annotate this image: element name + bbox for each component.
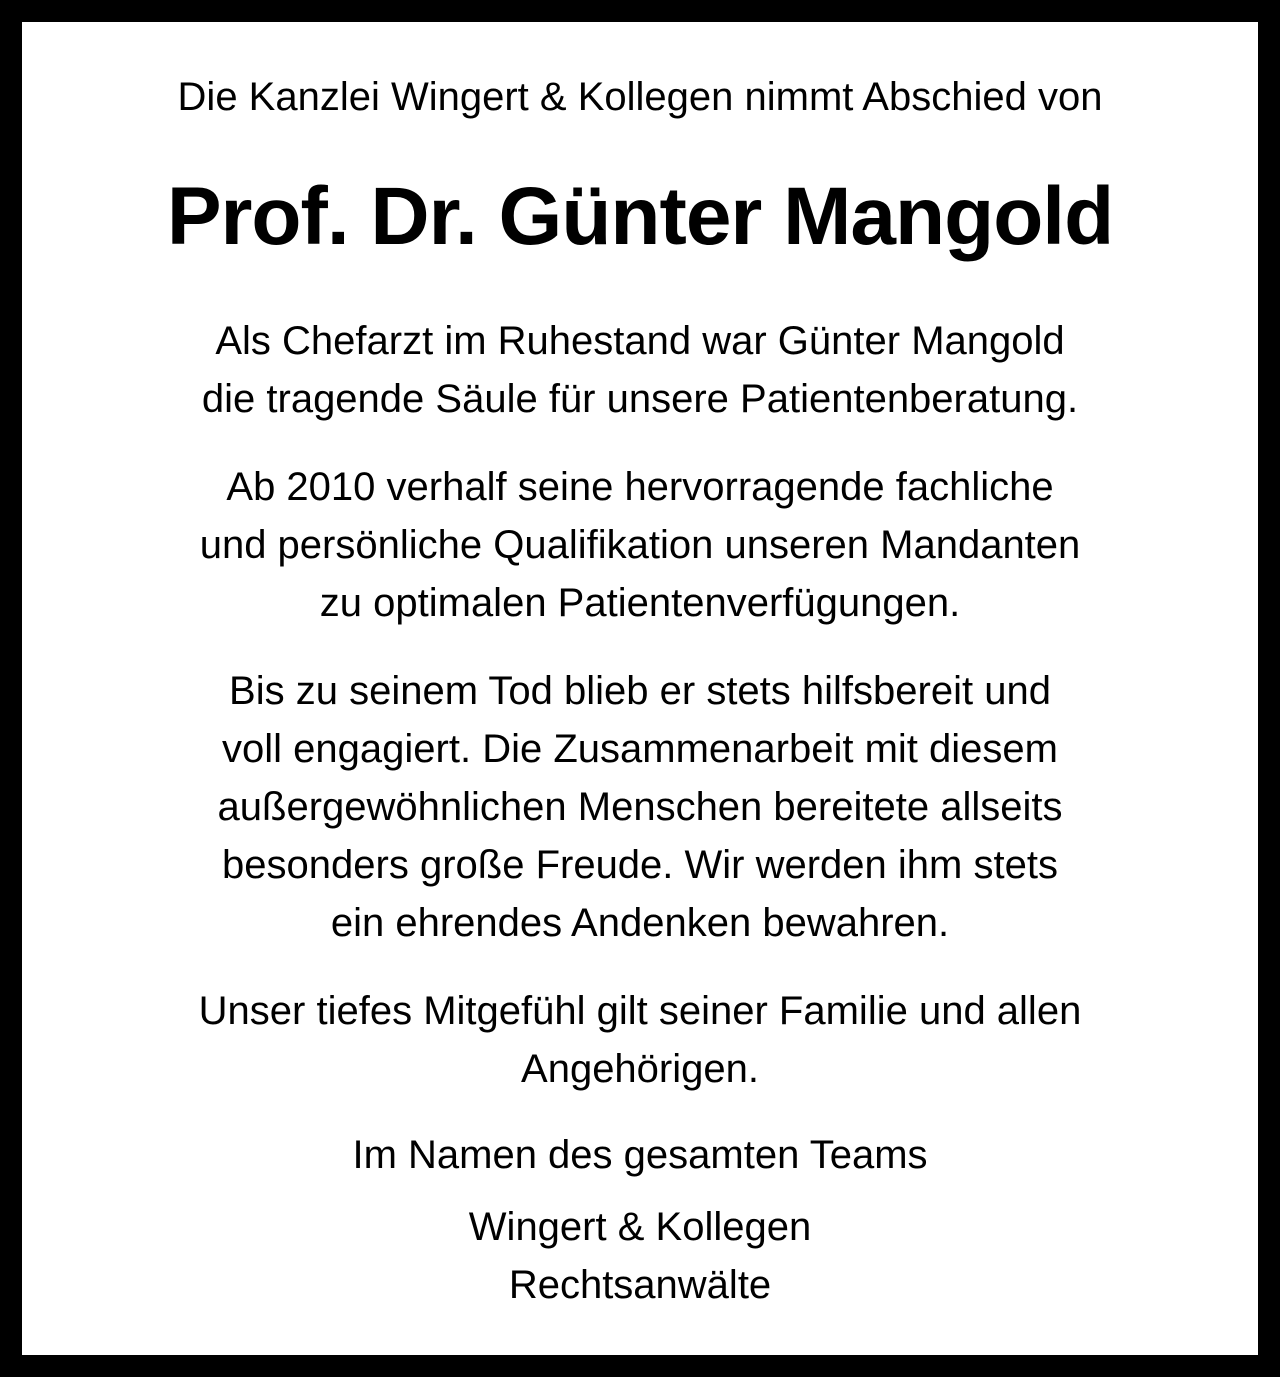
paragraph-line: ein ehrendes Andenken bewahren.	[330, 901, 950, 945]
paragraph-line: außergewöhnlichen Menschen bereitete allseits	[217, 785, 1063, 829]
paragraph-line: besonders große Freude. Wir werden ihm stets	[222, 843, 1058, 887]
paragraph-line: und persönliche Qualifikation unseren Mandanten	[199, 523, 1081, 567]
paragraph-role	[22, 312, 1258, 428]
firm-name: Wingert & Kollegen	[468, 1205, 812, 1249]
paragraph-tribute	[22, 662, 1258, 952]
deceased-name: Prof. Dr. Günter Mangold	[166, 171, 1114, 262]
paragraph-line: die tragende Säule für unsere Patientenberatung.	[201, 377, 1079, 421]
paragraph-line: Als Chefarzt im Ruhestand war Günter Mangold	[215, 319, 1065, 363]
paragraph-line: zu optimalen Patientenverfügungen.	[319, 581, 961, 625]
paragraph-line: Ab 2010 verhalf seine hervorragende fachliche	[226, 465, 1054, 509]
paragraph-line: Bis zu seinem Tod blieb er stets hilfsbereit und	[229, 669, 1051, 713]
firm-type: Rechtsanwälte	[508, 1263, 772, 1307]
paragraph-line: Unser tiefes Mitgefühl gilt seiner Familie und allen	[198, 989, 1082, 1033]
obituary-notice	[22, 22, 1258, 1355]
intro-line: Die Kanzlei Wingert & Kollegen nimmt Abschied von	[177, 75, 1103, 119]
signature-firm	[22, 1198, 1258, 1314]
paragraph-line: voll engagiert. Die Zusammenarbeit mit diesem	[222, 727, 1058, 771]
signature-team-line: Im Namen des gesamten Teams	[352, 1133, 928, 1177]
paragraph-condolence	[22, 982, 1258, 1098]
paragraph-qualification	[22, 458, 1258, 632]
paragraph-line: Angehörigen.	[521, 1047, 759, 1091]
